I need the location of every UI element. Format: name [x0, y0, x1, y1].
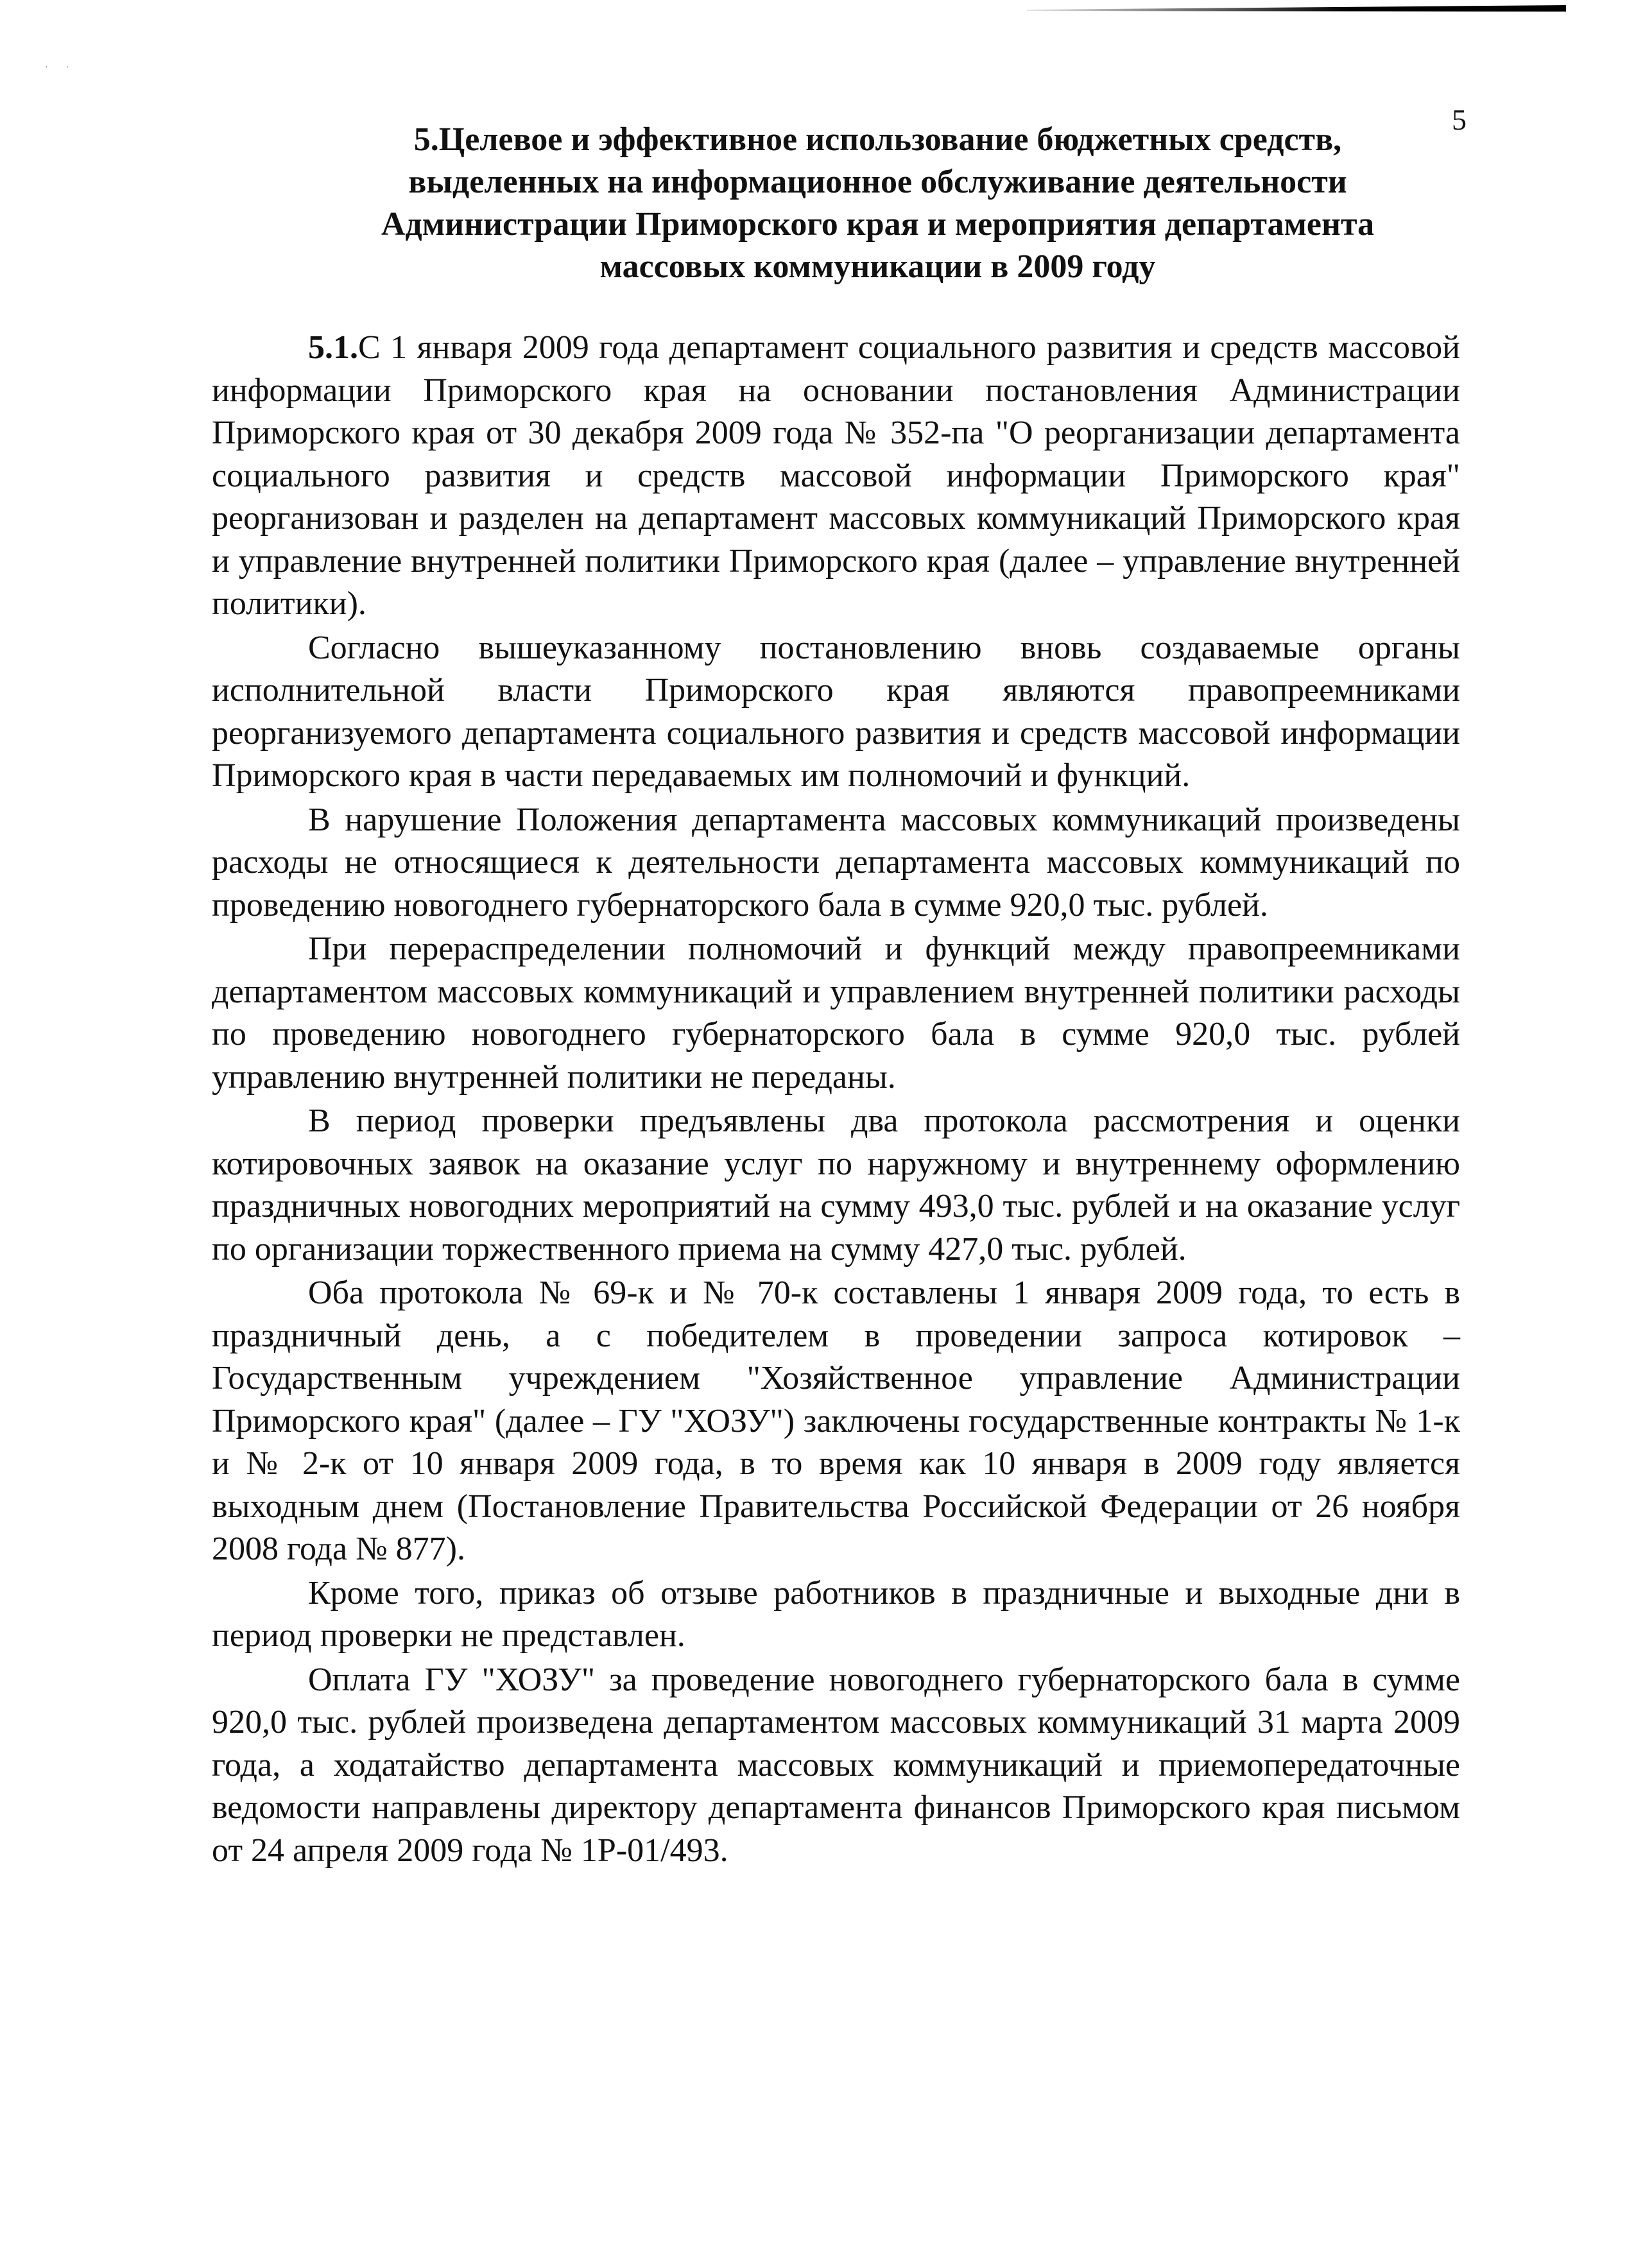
heading-line: массовых коммуникации в 2009 году	[599, 248, 1156, 285]
scan-artifact-line	[1027, 5, 1566, 12]
scan-specks: · ·	[45, 63, 69, 73]
section-heading	[212, 119, 1460, 288]
heading-line: Администрации Приморского края и мероприятия департамента	[381, 206, 1375, 243]
paragraph: В период проверки предъявлены два протокола рассмотрения и оценки котировочных заявок на оказание услуг по наружному и внутреннему оформлению праздничных новогодних мероприятий на сумму 493,0 тыс. рублей и на оказание услуг по организации торжественного приема на сумму 427,0 тыс. рублей.	[212, 1103, 1460, 1267]
heading-line: 5.Целевое и эффективное использование бюджетных средств,	[413, 121, 1342, 158]
document-body	[212, 119, 1460, 1873]
paragraph: При перераспределении полномочий и функций между правопреемниками департаментом массовых коммуникаций и управлением внутренней политики расходы по проведению новогоднего губернаторского бала в сумме 920,0 тыс. рублей управлению внутренней политики не переданы.	[212, 931, 1460, 1095]
page-number: 5	[1452, 103, 1467, 136]
paragraph-number: 5.1.	[308, 329, 358, 366]
paragraph: Кроме того, приказ об отзыве работников в праздничные и выходные дни в период проверки не представлен.	[212, 1574, 1460, 1654]
heading-line: выделенных на информационное обслуживание деятельности	[408, 164, 1347, 200]
paragraph-5-1	[212, 327, 1460, 626]
paragraph-text: С 1 января 2009 года департамент социального развития и средств массовой информации Приморского края на основании постановления Администрации Приморского края от 30 декабря 2009 года № 352-па "О реорганизации департамента социального развития и средств массовой информации Приморского края" реорганизован и разделен на департамент массовых коммуникаций Приморского края и управление внутренней политики Приморского края (далее – управление внутренней политики).	[212, 329, 1460, 622]
paragraph: Согласно вышеуказанному постановлению вновь создаваемые органы исполнительной власти Приморского края являются правопреемниками реорганизуемого департамента социального развития и средств массовой информации Приморского края в части передаваемых им полномочий и функций.	[212, 629, 1460, 794]
paragraph: В нарушение Положения департамента массовых коммуникаций произведены расходы не относящиеся к деятельности департамента массовых коммуникаций по проведению новогоднего губернаторского бала в сумме 920,0 тыс. рублей.	[212, 801, 1460, 924]
paragraph: Оплата ГУ "ХОЗУ" за проведение новогоднего губернаторского бала в сумме 920,0 тыс. рублей произведена департаментом массовых коммуникаций 31 марта 2009 года, а ходатайство департамента массовых коммуникаций и приемопередаточные ведомости направлены директору департамента финансов Приморского края письмом от 24 апреля 2009 года № 1Р-01/493.	[212, 1661, 1460, 1869]
paragraph: Оба протокола № 69-к и № 70-к составлены 1 января 2009 года, то есть в праздничный день, а с победителем в проведении запроса котировок – Государственным учреждением "Хозяйственное управление Администрации Приморского края" (далее – ГУ "ХОЗУ") заключены государственные контракты № 1-к и № 2-к от 10 января 2009 года, в то время как 10 января в 2009 году является выходным днем (Постановление Правительства Российской Федерации от 26 ноября 2008 года № 877).	[212, 1275, 1460, 1567]
